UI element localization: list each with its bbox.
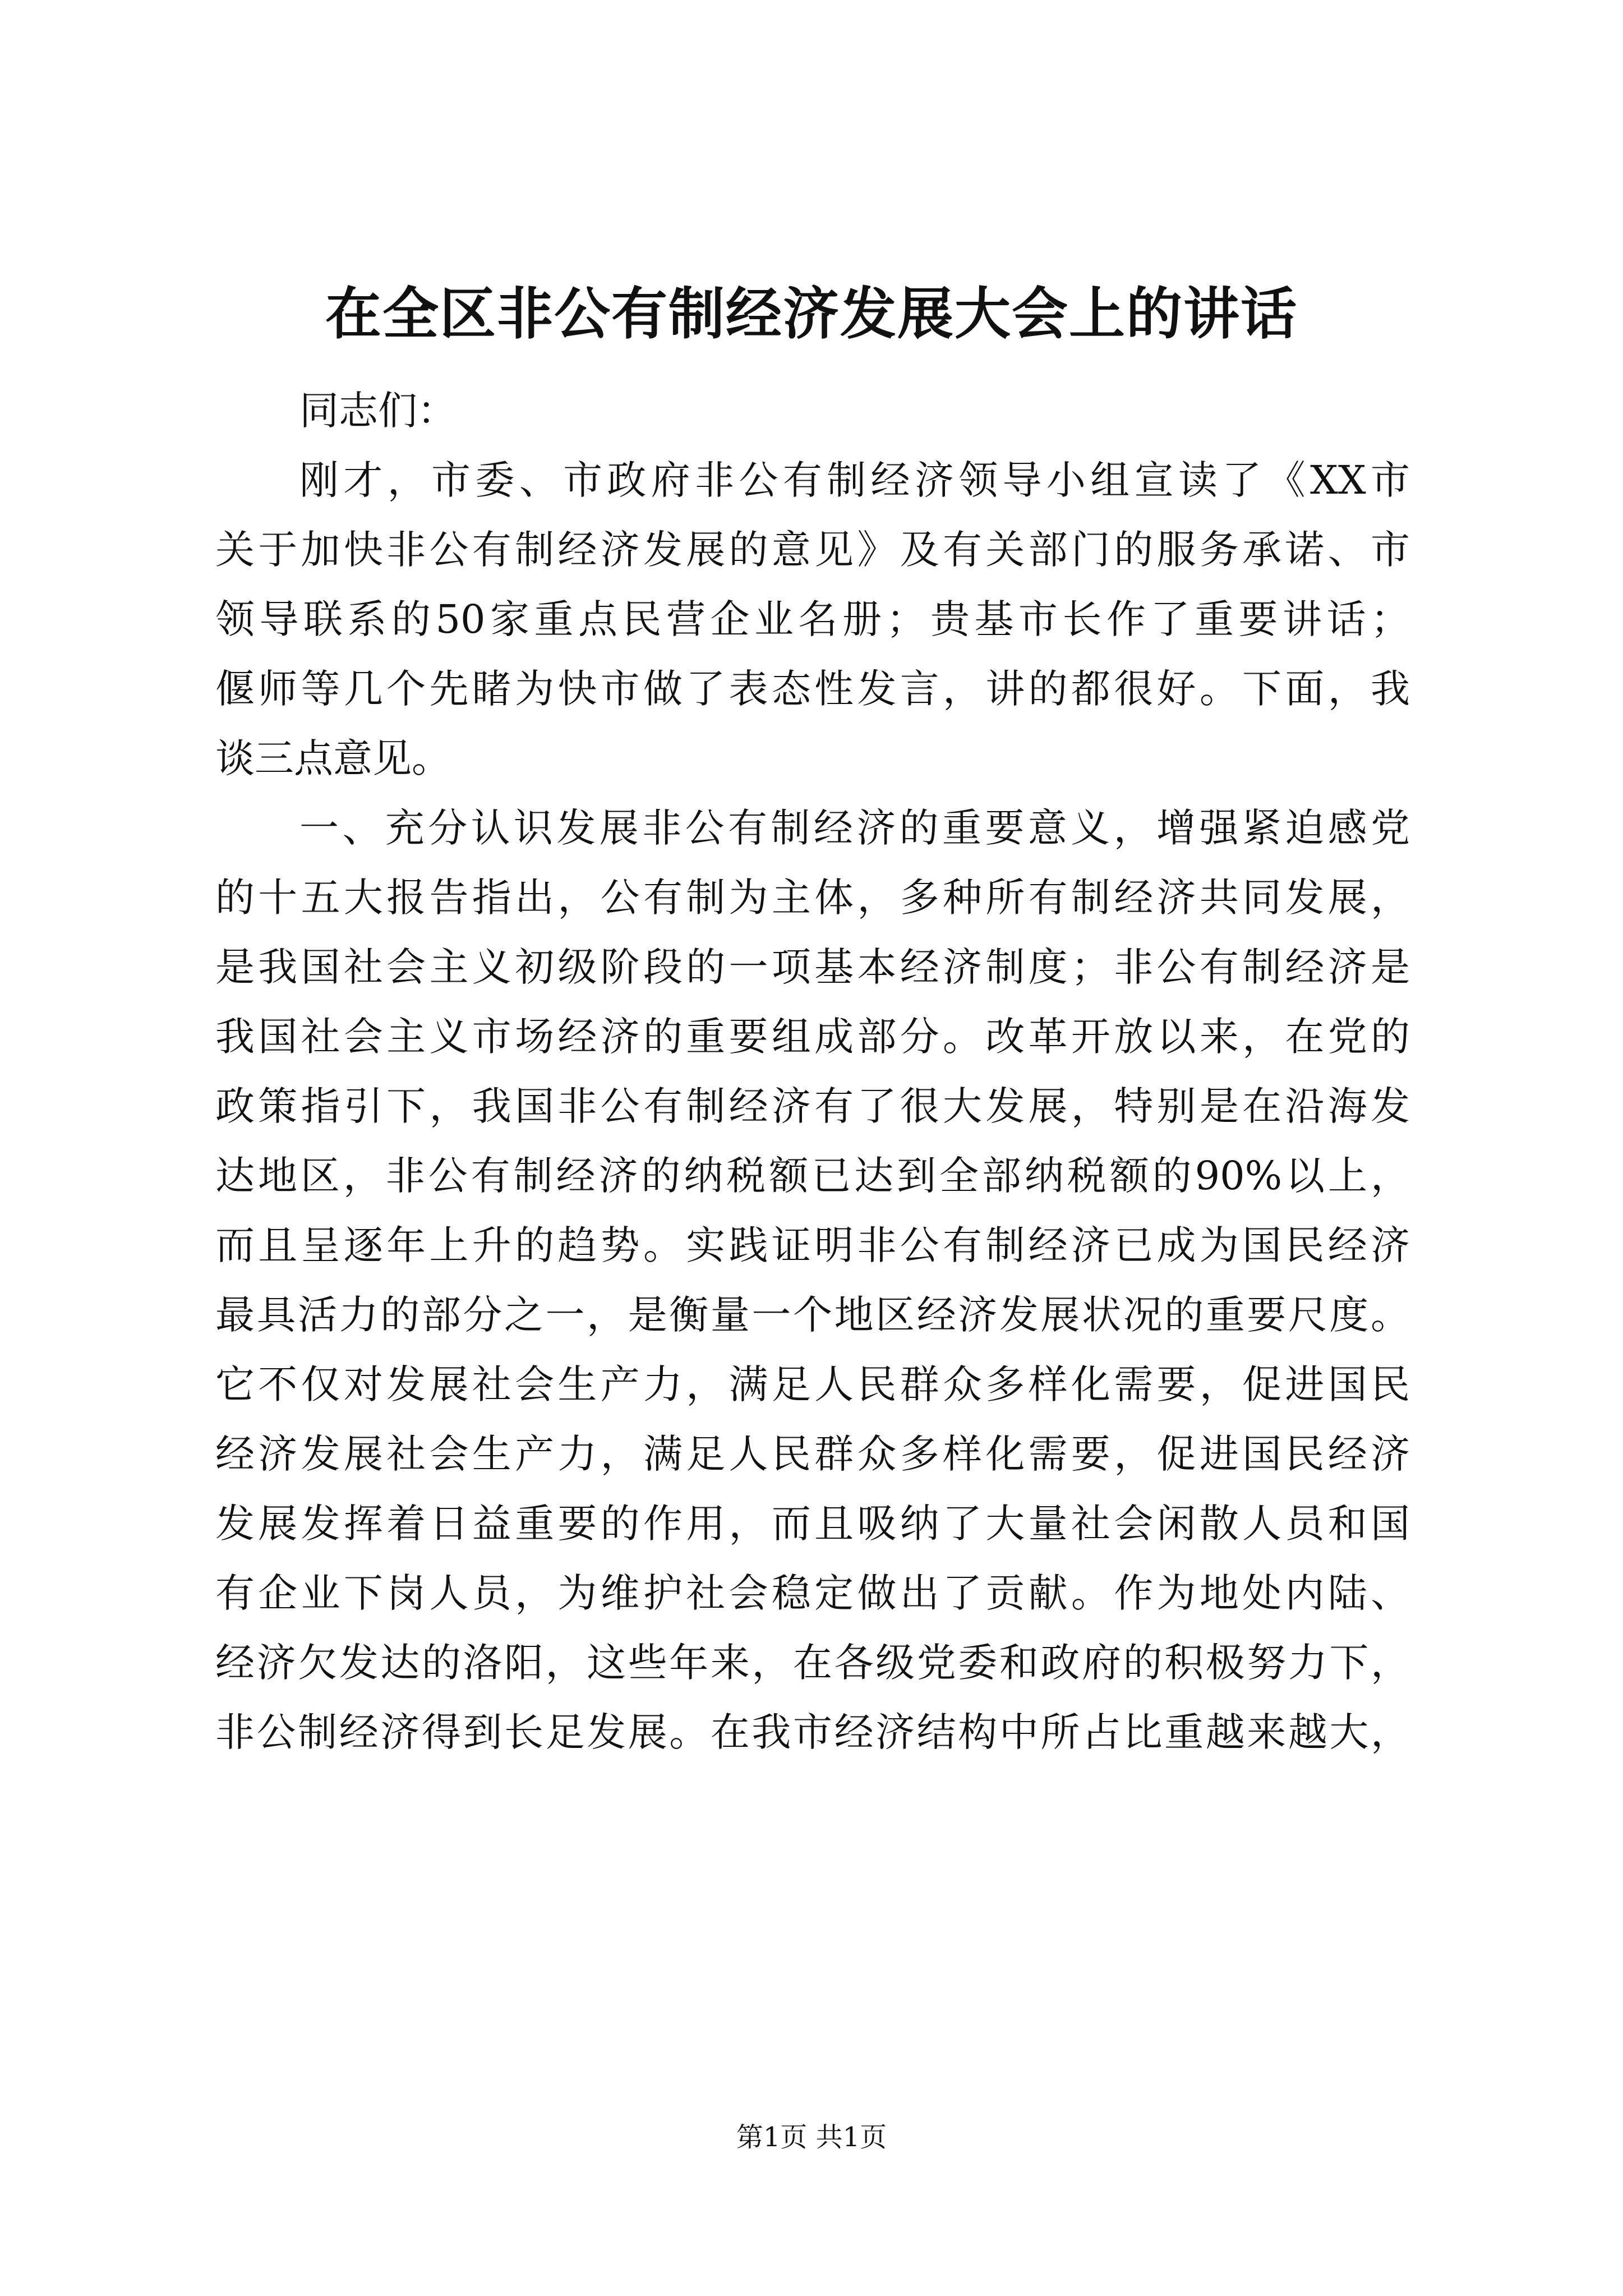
body-line: 领导联系的50家重点民营企业名册；贵基市长作了重要讲话； <box>215 596 1410 642</box>
body-line: 经济欠发达的洛阳，这些年来，在各级党委和政府的积极努力下， <box>215 1640 1410 1686</box>
body-line: 经济发展社会生产力，满足人民群众多样化需要，促进国民经济 <box>215 1431 1410 1477</box>
body-line: 最具活力的部分之一，是衡量一个地区经济发展状况的重要尺度。 <box>215 1292 1410 1338</box>
body-line: 关于加快非公有制经济发展的意见》及有关部门的服务承诺、市 <box>215 527 1410 573</box>
body-line: 发展发挥着日益重要的作用，而且吸纳了大量社会闲散人员和国 <box>215 1501 1410 1547</box>
document-body <box>215 376 1410 1767</box>
body-line: 我国社会主义市场经济的重要组成部分。改革开放以来，在党的 <box>215 1014 1410 1060</box>
body-line: 偃师等几个先睹为快市做了表态性发言，讲的都很好。下面，我 <box>215 666 1410 712</box>
document-title: 在全区非公有制经济发展大会上的讲话 <box>325 281 1298 347</box>
section-heading-line: 一、充分认识发展非公有制经济的重要意义，增强紧迫感党 <box>299 805 1410 851</box>
body-line: 是我国社会主义初级阶段的一项基本经济制度；非公有制经济是 <box>215 944 1410 990</box>
body-line: 达地区，非公有制经济的纳税额已达到全部纳税额的90%以上， <box>215 1153 1410 1199</box>
body-line: 非公制经济得到长足发展。在我市经济结构中所占比重越来越大， <box>215 1709 1410 1755</box>
body-line: 政策指引下，我国非公有制经济有了很大发展，特别是在沿海发 <box>215 1083 1410 1129</box>
body-line: 它不仅对发展社会生产力，满足人民群众多样化需要，促进国民 <box>215 1361 1410 1407</box>
body-line: 而且呈逐年上升的趋势。实践证明非公有制经济已成为国民经济 <box>215 1222 1410 1268</box>
body-line: 有企业下岗人员，为维护社会稳定做出了贡献。作为地处内陆、 <box>215 1570 1410 1616</box>
page-footer: 第1页 共1页 <box>736 2122 887 2153</box>
body-line: 刚才，市委、市政府非公有制经济领导小组宣读了《XX市 <box>299 457 1410 503</box>
salutation-line: 同志们： <box>299 388 457 434</box>
body-line: 的十五大报告指出，公有制为主体，多种所有制经济共同发展， <box>215 875 1410 921</box>
body-line: 谈三点意见。 <box>215 735 451 781</box>
